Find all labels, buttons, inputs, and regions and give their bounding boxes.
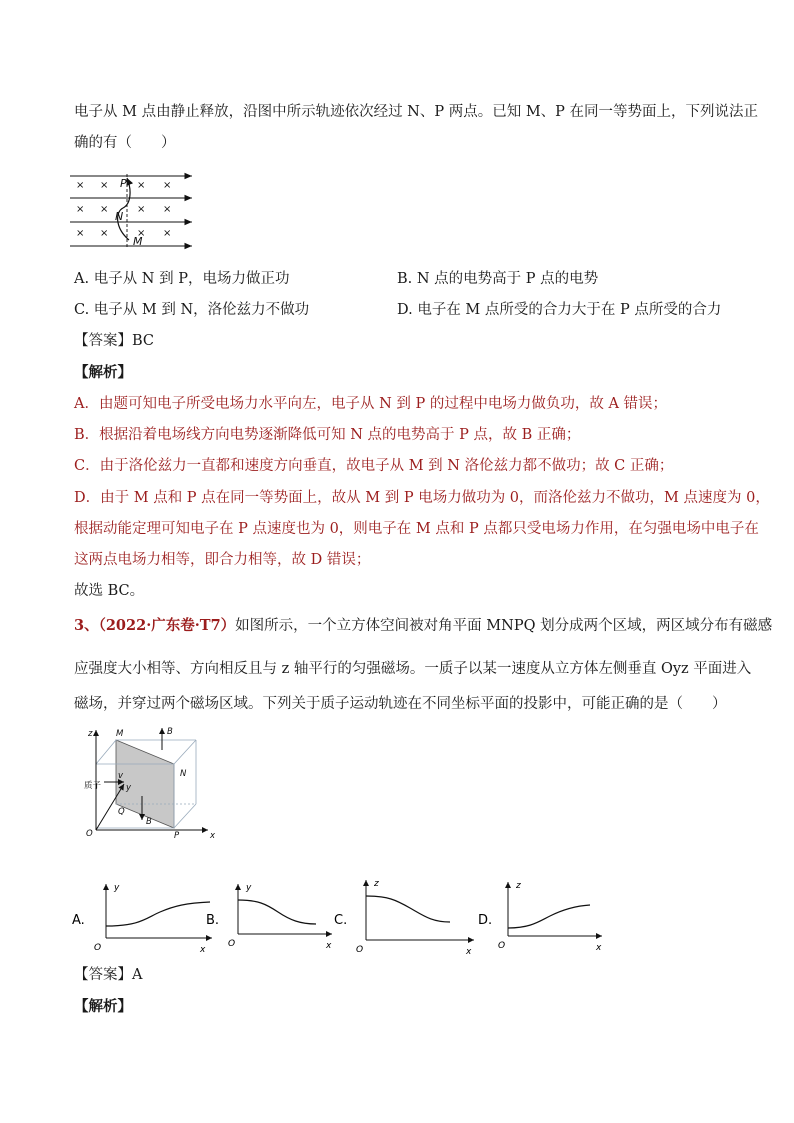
q3-option-a-letter: A. <box>72 913 85 928</box>
q2-option-d: D. 电子在 M 点所受的合力大于在 P 点所受的合力 <box>397 302 722 318</box>
q2-field-figure <box>70 168 200 254</box>
z-axis-label: z <box>88 729 93 739</box>
trajectory-curve <box>508 905 590 928</box>
q3-options-figure <box>70 876 620 956</box>
x-axis-label: x <box>210 831 216 840</box>
cube-edge <box>174 804 196 828</box>
origin-label: O <box>498 941 506 951</box>
point-p-label: P <box>174 831 180 840</box>
b-cross-mark: × <box>76 180 85 191</box>
b-cross-mark: × <box>163 180 172 191</box>
horizontal-axis-label: x <box>200 945 206 955</box>
q3-stem-line-2: 应强度大小相等、方向相反且与 z 轴平行的匀强磁场。一质子以某一速度从立方体左侧垂直 Oyz 平面进入 <box>74 661 752 677</box>
q3-option-c-graph <box>334 879 474 956</box>
point-p-label: P <box>120 177 127 190</box>
trajectory-curve <box>238 900 316 924</box>
b-cross-mark: × <box>76 204 85 215</box>
point-m-label: M <box>116 729 124 739</box>
q2-stem-line-1: 电子从 M 点由静止释放，沿图中所示轨迹依次经过 N、P 两点。已知 M、P 在同一等势面上，下列说法正 <box>74 104 759 120</box>
q3-option-b-graph <box>206 883 332 951</box>
origin-label: O <box>356 945 364 955</box>
q2-analysis-a: A．由题可知电子所受电场力水平向左，电子从 N 到 P 的过程中电场力做负功，故 A 错误； <box>74 396 668 412</box>
q2-analysis-d-line-3: 这两点电场力相等，即合力相等，故 D 错误； <box>74 552 371 568</box>
vertical-axis-label: z <box>374 879 379 889</box>
q3-option-b-letter: B. <box>206 913 220 928</box>
q2-analysis-label: 【解析】 <box>74 364 132 381</box>
proton-label: 质子 <box>84 781 102 791</box>
cube-edge <box>174 740 196 764</box>
q2-conclusion: 故选 BC。 <box>74 583 145 599</box>
b-cross-mark: × <box>163 204 172 215</box>
horizontal-axis-label: x <box>596 943 602 953</box>
point-q-label: Q <box>118 807 125 817</box>
b-cross-mark: × <box>100 204 109 215</box>
q2-option-a: A. 电子从 N 到 P，电场力做正功 <box>74 271 290 287</box>
horizontal-axis-label: x <box>466 947 472 956</box>
point-m-label: M <box>133 235 143 248</box>
b-cross-mark: × <box>137 228 146 239</box>
q3-stem-line-3: 磁场，并穿过两个磁场区域。下列关于质子运动轨迹在不同坐标平面的投影中，可能正确的是（ ） <box>74 696 727 712</box>
horizontal-axis-label: x <box>326 941 332 951</box>
b-low-label: B <box>146 817 152 827</box>
q2-answer: 【答案】BC <box>74 333 155 349</box>
vertical-axis-label: z <box>516 881 521 891</box>
q3-option-a-graph <box>72 883 212 955</box>
point-n-label: N <box>180 769 187 779</box>
b-top-label: B <box>167 727 173 737</box>
velocity-label: v <box>118 771 124 781</box>
q2-option-c: C. 电子从 M 到 N，洛伦兹力不做功 <box>74 302 310 318</box>
q3-stem-line-1-text: 如图所示，一个立方体空间被对角平面 MNPQ 划分成两个区域，两区域分布有磁感 <box>235 618 773 634</box>
q3-option-d-graph <box>478 881 602 953</box>
q2-option-b: B. N 点的电势高于 P 点的电势 <box>397 271 599 287</box>
origin-label: O <box>86 829 93 839</box>
cube-edge <box>96 740 116 764</box>
b-cross-mark: × <box>137 204 146 215</box>
q3-option-d-letter: D. <box>478 913 493 928</box>
q3-source-tag: 3、（2022·广东卷·T7） <box>74 617 236 634</box>
b-cross-mark: × <box>163 228 172 239</box>
b-cross-mark: × <box>100 228 109 239</box>
q3-stem-line-1 <box>74 616 772 636</box>
b-cross-mark: × <box>100 180 109 191</box>
q3-analysis-label: 【解析】 <box>74 998 132 1015</box>
q3-answer: 【答案】A <box>74 967 143 983</box>
b-cross-mark: × <box>137 180 146 191</box>
q2-stem-line-2: 确的有（ ） <box>74 135 176 151</box>
q2-analysis-d-line-2: 根据动能定理可知电子在 P 点速度也为 0，则电子在 M 点和 P 点都只受电场力作用，在匀强电场中电子在 <box>74 521 759 537</box>
q3-option-c-letter: C. <box>334 913 348 928</box>
q2-analysis-c: C．由于洛伦兹力一直都和速度方向垂直，故电子从 M 到 N 洛伦兹力都不做功；故 C 正确； <box>74 458 674 474</box>
q2-analysis-d-line-1: D．由于 M 点和 P 点在同一等势面上，故从 M 到 P 电场力做功为 0，而洛伦兹力不做功，M 点速度为 0， <box>74 490 770 506</box>
b-cross-mark: × <box>76 228 85 239</box>
trajectory-curve <box>366 896 450 922</box>
vertical-axis-label: y <box>114 883 120 893</box>
trajectory-curve <box>106 902 210 926</box>
vertical-axis-label: y <box>246 883 252 893</box>
origin-label: O <box>228 939 236 949</box>
q2-analysis-b: B．根据沿着电场线方向电势逐渐降低可知 N 点的电势高于 P 点，故 B 正确； <box>74 427 581 443</box>
point-n-label: N <box>115 210 124 223</box>
y-axis-label: y <box>126 783 132 793</box>
origin-label: O <box>94 943 102 953</box>
q3-cube-figure <box>84 724 216 840</box>
